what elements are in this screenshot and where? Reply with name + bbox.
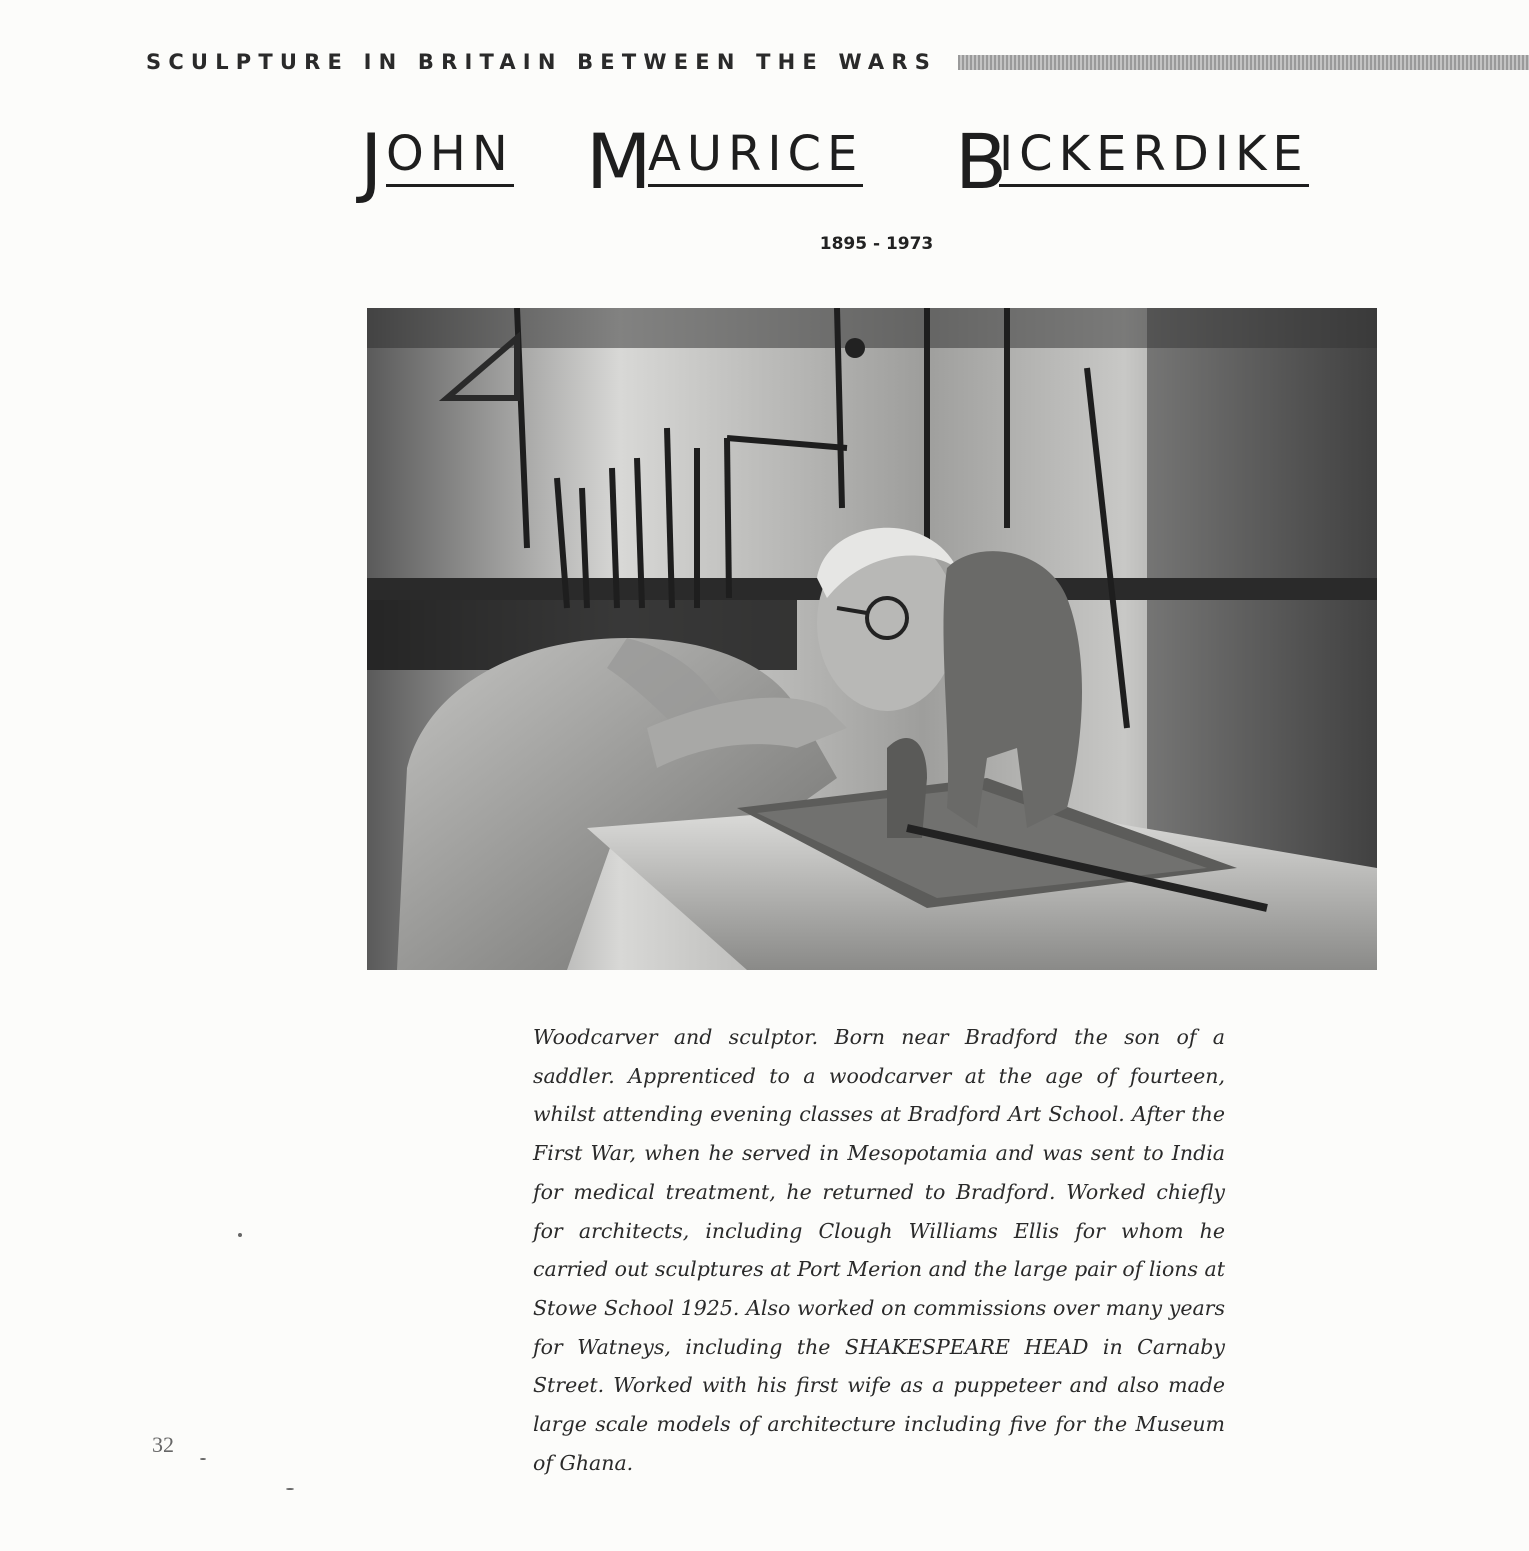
photo-illustration bbox=[367, 308, 1377, 970]
page-number: 32 bbox=[152, 1432, 174, 1457]
title-initial: B bbox=[955, 117, 1008, 206]
scan-speck bbox=[286, 1488, 294, 1490]
running-head: SCULPTURE IN BRITAIN BETWEEN THE WARS bbox=[146, 50, 938, 74]
life-dates: 1895 - 1973 bbox=[819, 234, 934, 254]
sculptor-photograph bbox=[367, 308, 1377, 970]
title-rest: OHN bbox=[386, 130, 514, 187]
title-initial: J bbox=[360, 117, 383, 206]
biography-caption: Woodcarver and sculptor. Born near Bradford the son of a saddler. Apprenticed to a woodcarver at the age of fourteen, whilst attending evening classes at Bradford Art School. After the First War, when he served in Mesopotamia and was sent to India for medical treatment, he returned to Bradford. Worked chiefly for architects, including Clough Williams Ellis for whom he carried out sculptures at Port Merion and the large pair of lions at Stowe School 1925. Also worked on commissions over many years for Watneys, including the SHAKESPEARE HEAD in Carnaby Street. Worked with his first wife as a puppeteer and also made large scale models of architecture including five for the Museum of Ghana. bbox=[533, 1025, 1225, 1475]
scan-speck bbox=[200, 1458, 206, 1460]
scan-speck bbox=[238, 1233, 242, 1237]
title-rest: ICKERDIKE bbox=[999, 130, 1309, 187]
header-rule bbox=[958, 55, 1529, 70]
title-initial: M bbox=[586, 117, 652, 206]
page-title bbox=[360, 118, 1400, 218]
title-rest: AURICE bbox=[648, 130, 863, 187]
